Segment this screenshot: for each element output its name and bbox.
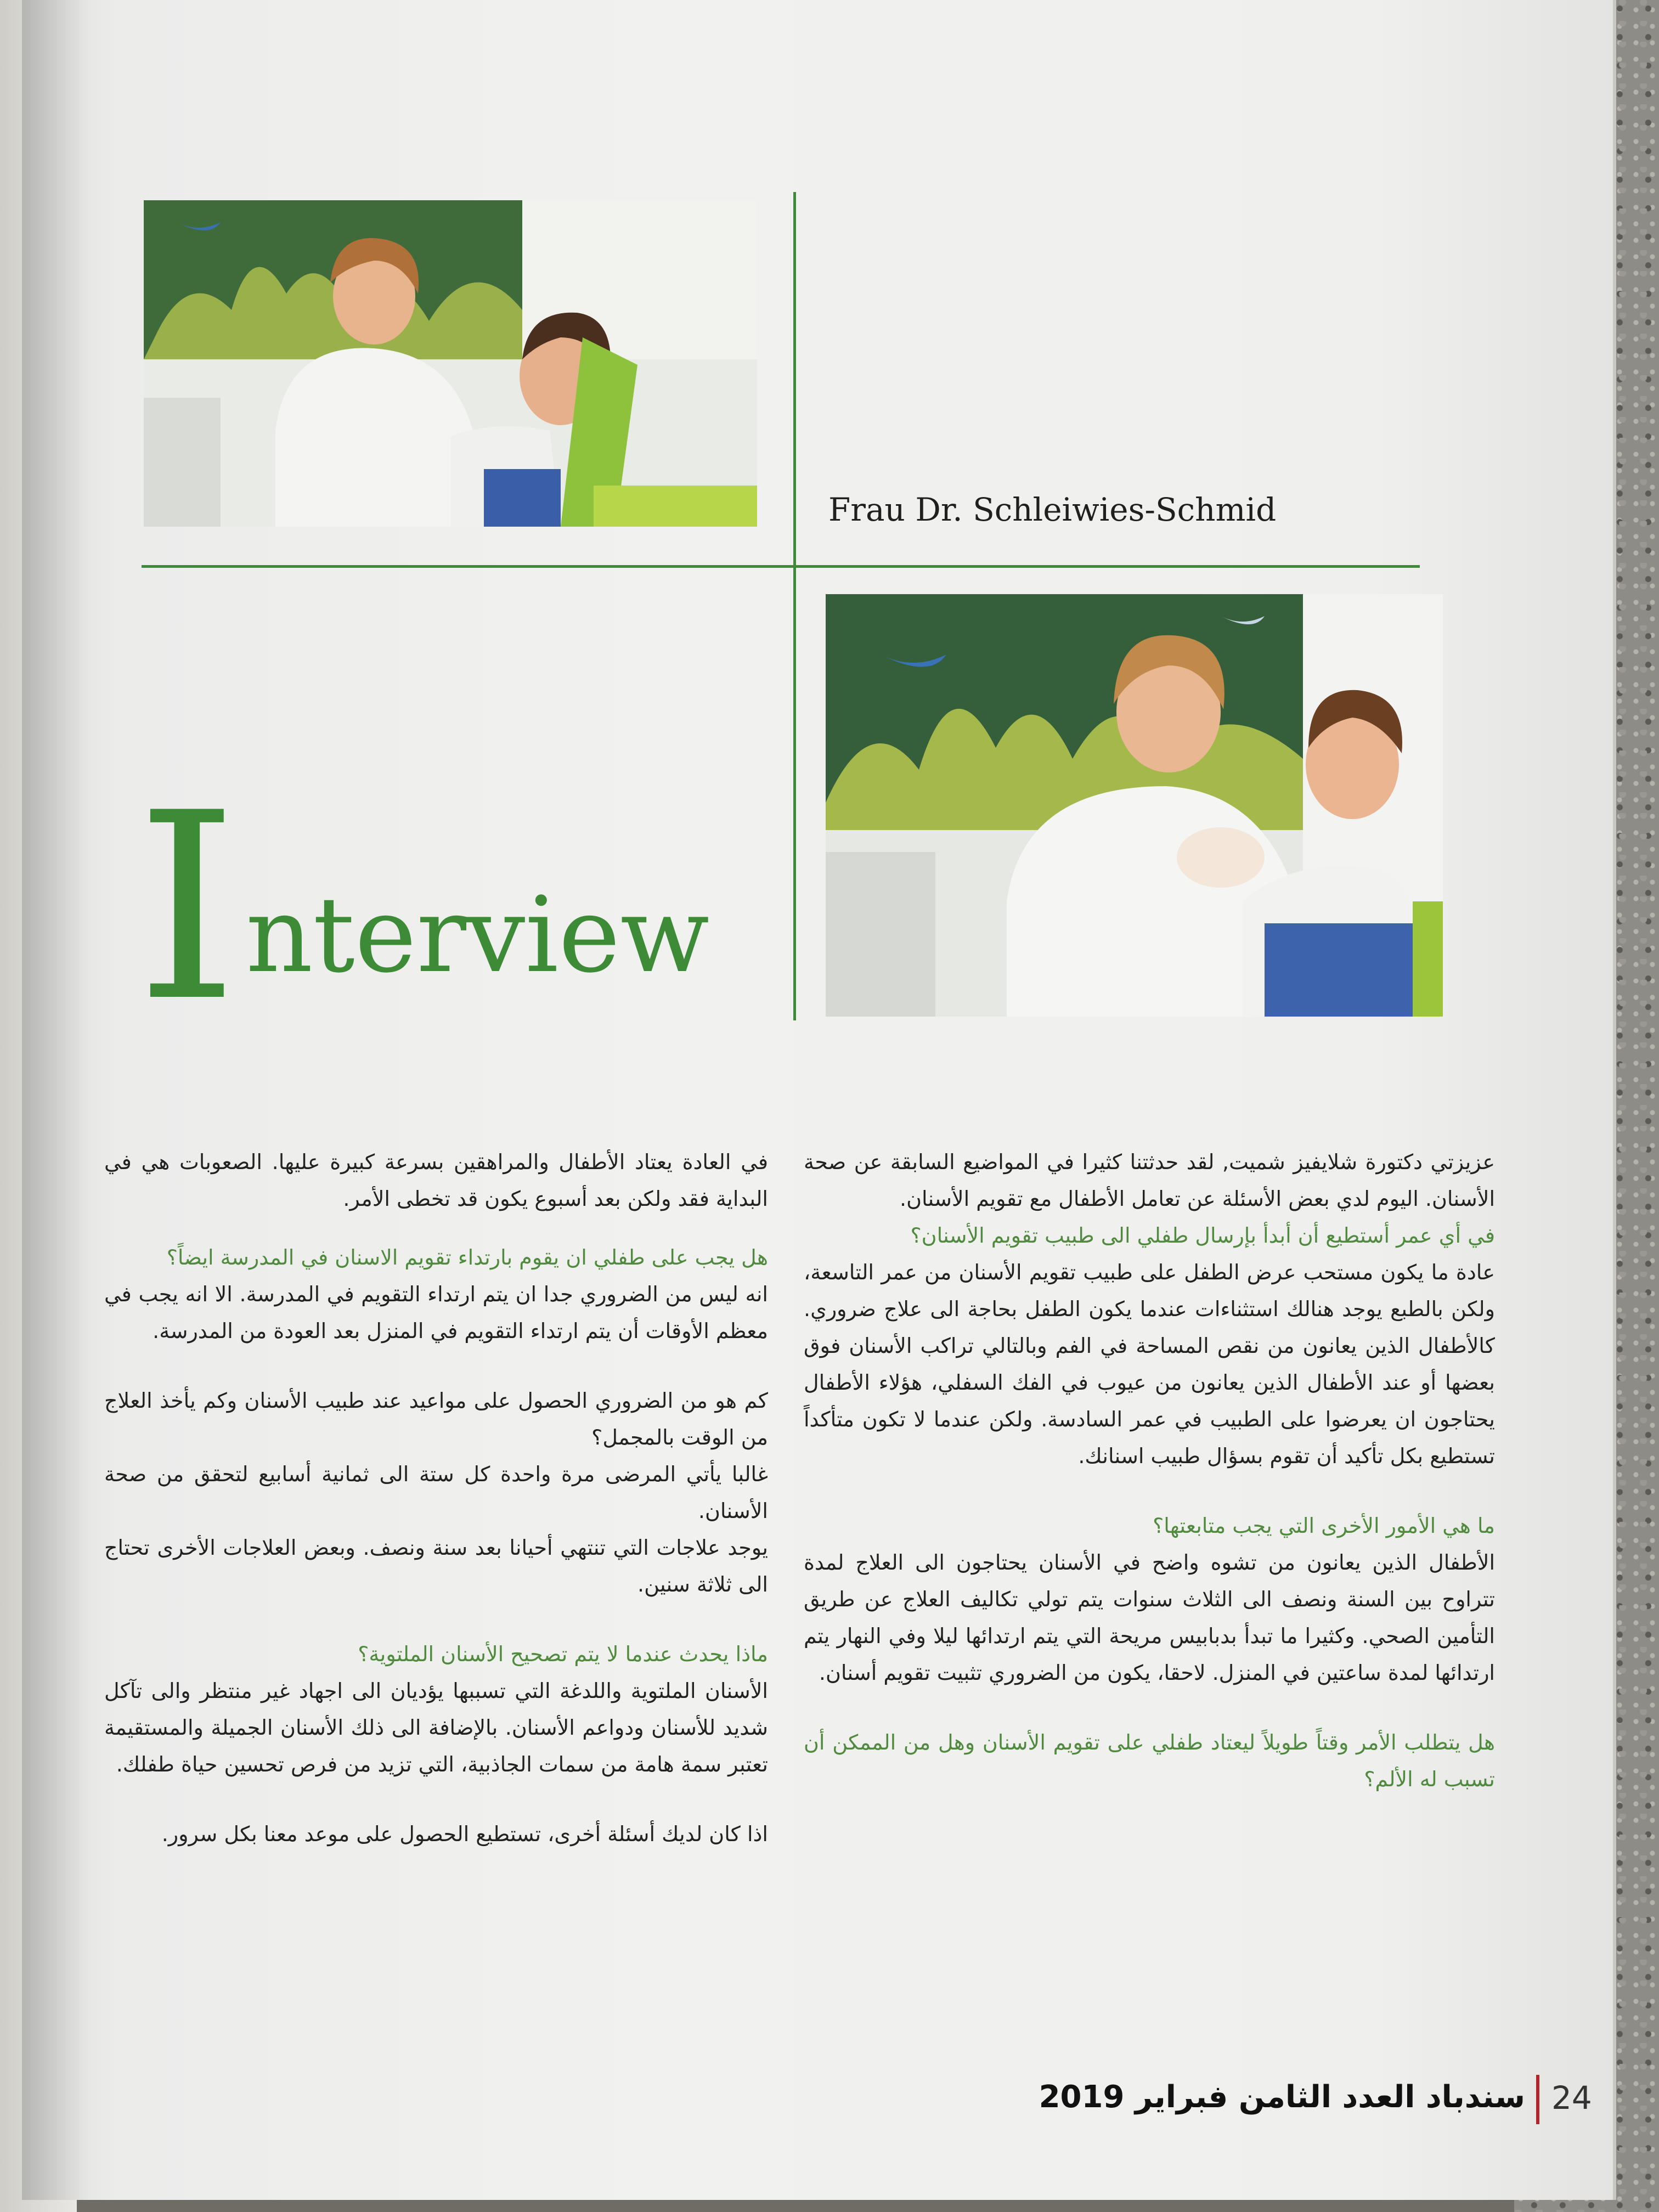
intro-paragraph: عزيزتي دكتورة شلايفيز شميت, لقد حدثتنا كثيرا في المواضيع السابقة عن صحة الأسنان. اليوم لدي بعض الأسئلة عن تعامل الأطفال مع تقويم الأسنان. bbox=[804, 1150, 1495, 1211]
answer-2: الأطفال الذين يعانون من تشوه واضح في الأسنان يحتاجون الى العلاج لمدة تتراوح بين السنة ونصف الى الثلاث سنوات يتم تولي تكاليف العلاج عن طريق التأمين الصحي. وكثيرا ما تبدأ بدبابيس مريحة التي يتم ارتدائها ليلا وفي النهار يتم ارتدائها لمدة ساعتين في المنزل. لاحقا، يكون من الضروري تثبيت تقويم أسنان. bbox=[804, 1550, 1495, 1685]
question-5: كم هو من الضروري الحصول على مواعيد عند طبيب الأسنان وكم يأخذ العلاج من الوقت بالمجمل؟ bbox=[104, 1389, 768, 1449]
page-number: 24 bbox=[1551, 2079, 1592, 2117]
question-3: هل يتطلب الأمر وقتاً طويلاً ليعتاد طفلي على تقويم الأسنان وهل من الممكن أن تسبب له الألم؟ bbox=[804, 1730, 1495, 1791]
green-vertical-rule bbox=[793, 192, 796, 1020]
answer-6: الأسنان الملتوية واللدغة التي تسببها يؤديان الى اجهاد غير منتظر والى تآكل شديد للأسنان ودواعم الأسنان. بالإضافة الى ذلك الأسنان الجميلة والمستقيمة تعتبر سمة هامة من سمات الجاذبية، التي تزيد من فرص تحسين حياة طفلك. bbox=[104, 1679, 768, 1776]
question-1: في أي عمر أستطيع أن أبدأ بإرسال طفلي الى طبيب تقويم الأسنان؟ bbox=[910, 1223, 1495, 1248]
answer-1: عادة ما يكون مستحب عرض الطفل على طبيب تقويم الأسنان من عمر التاسعة، ولكن بالطبع يوجد هنالك استثناءات عندما يكون الطفل بحاجة الى علاج ضروري. كالأطفال الذين يعانون من نقص المساحة في الفم وبالتالي تراكب الأسنان فوق بعضها أو عند الأطفال الذين يعانون من عيوب في الفك السفلي، هؤلاء الأطفال يحتاجون ان يعرضوا على الطبيب في عمر السادسة. ولكن عندما لا تكون متأكداً تستطيع بكل تأكيد أن تقوم بسؤال طبيب اسنانك. bbox=[804, 1260, 1495, 1468]
footer-divider bbox=[1536, 2075, 1539, 2124]
question-6: ماذا يحدث عندما لا يتم تصحيح الأسنان الملتوية؟ bbox=[358, 1642, 768, 1666]
photo-dentist-with-patient bbox=[144, 200, 757, 527]
question-2: ما هي الأمور الأخرى التي يجب متابعتها؟ bbox=[1153, 1514, 1495, 1538]
binding-shadow bbox=[22, 0, 88, 2200]
answer-4: انه ليس من الضروري جدا ان يتم ارتداء التقويم في المدرسة. الا انه يجب في معظم الأوقات أن يتم ارتداء التقويم في المنزل بعد العودة من المدرسة. bbox=[104, 1282, 768, 1343]
photo-dentist-holding-dental-model bbox=[826, 594, 1443, 1017]
photo-caption: Frau Dr. Schleiwies-Schmid bbox=[828, 491, 1277, 528]
answer-5b: يوجد علاجات التي تنتهي أحيانا بعد سنة ونصف. وبعض العلاجات الأخرى تحتاج الى ثلاثة سنين. bbox=[104, 1536, 768, 1596]
title-initial: I bbox=[136, 758, 238, 1058]
article-column-left bbox=[104, 1144, 768, 1853]
question-4: هل يجب على طفلي ان يقوم بارتداء تقويم الاسنان في المدرسة ايضاً؟ bbox=[166, 1245, 768, 1269]
green-horizontal-rule bbox=[142, 565, 1420, 568]
answer-5a: غالبا يأتي المرضى مرة واحدة كل ستة الى ثمانية أسابيع لتحقق من صحة الأسنان. bbox=[104, 1462, 768, 1523]
article-column-right bbox=[804, 1144, 1495, 1798]
title-text: nterview bbox=[246, 874, 710, 996]
closing-paragraph: اذا كان لديك أسئلة أخرى، تستطيع الحصول على موعد معنا بكل سرور. bbox=[161, 1822, 768, 1846]
answer-3: في العادة يعتاد الأطفال والمراهقين بسرعة كبيرة عليها. الصعوبات هي في البداية فقد ولكن بعد أسبوع يكون قد تخطى الأمر. bbox=[104, 1150, 768, 1211]
footer-publication: سندباد العدد الثامن فبراير 2019 bbox=[1039, 2079, 1525, 2115]
